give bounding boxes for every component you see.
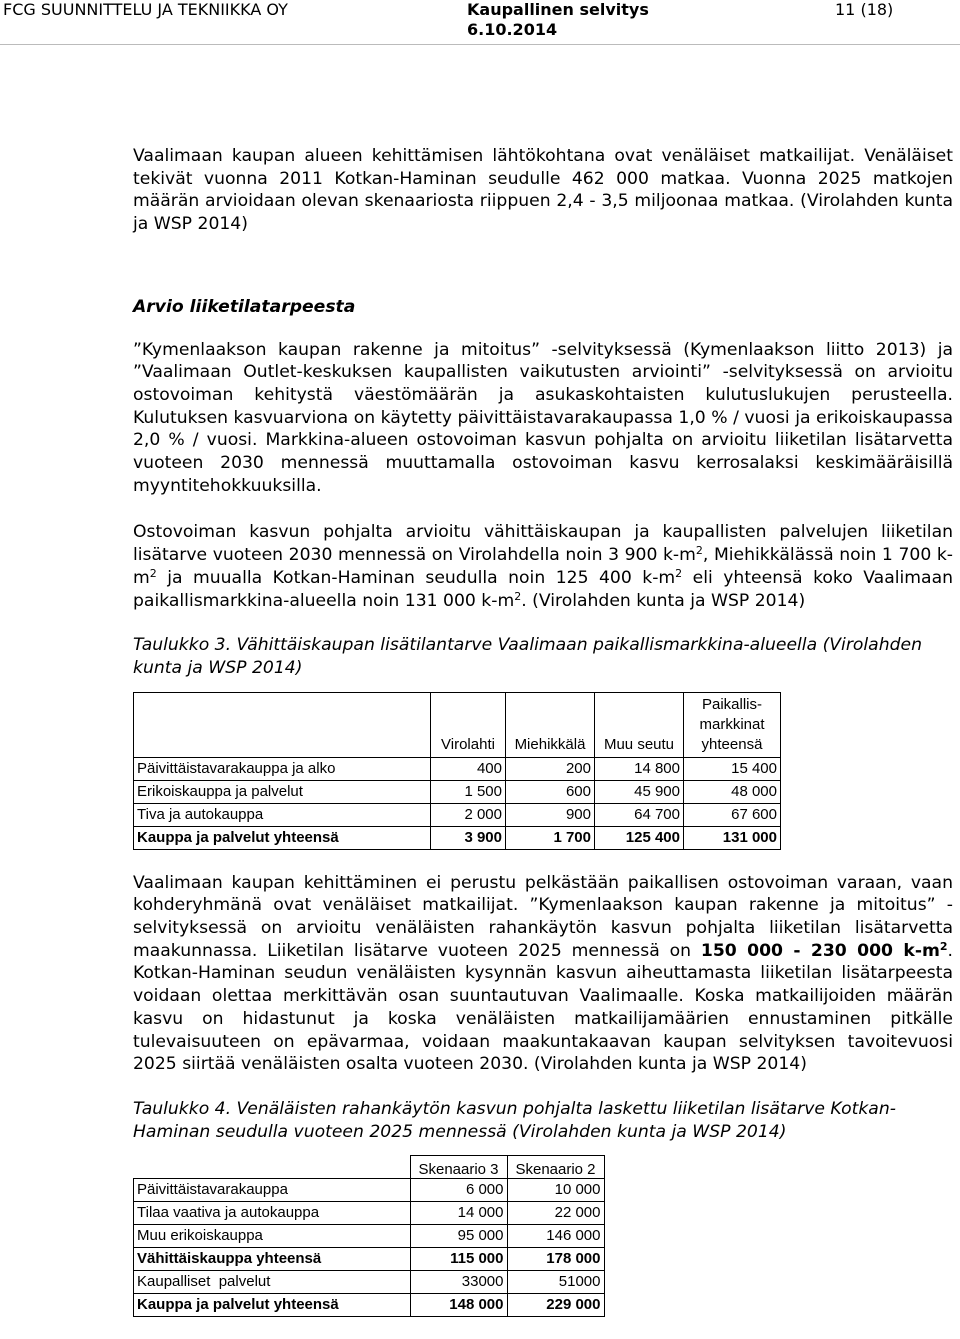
table-row: [134, 803, 781, 826]
row-label: Tilaa vaativa ja autokauppa: [134, 1201, 411, 1224]
table-cell: 115 000: [410, 1247, 507, 1270]
header-divider: [0, 44, 960, 45]
page-header: [0, 0, 960, 44]
header-organization: FCG SUUNNITTELU JA TEKNIIKKA OY: [3, 0, 288, 19]
row-label: Muu erikoiskauppa: [134, 1224, 411, 1247]
row-label: Vähittäiskauppa yhteensä: [134, 1247, 411, 1270]
row-label: Kauppa ja palvelut yhteensä: [134, 826, 431, 849]
row-label: Erikoiskauppa ja palvelut: [134, 780, 431, 803]
table-cell: 15 400: [684, 757, 781, 780]
table-cell: 95 000: [410, 1224, 507, 1247]
table-cell: 22 000: [507, 1201, 604, 1224]
table-row: [134, 1224, 605, 1247]
table-total-row: [134, 826, 781, 849]
table-cell: 131 000: [684, 826, 781, 849]
middle-paragraph: Vaalimaan kaupan kehittäminen ei perustu pelkästään paikallisen ostovoiman varaan, vaan kohderyhmänä ovat venäläiset matkailijat. ”Kymenlaakson kaupan rakenne ja mitoitus” -selvityksessä on arvioitu venäläisten rahankäytön kasvun pohjalta liiketilan lisätarvetta maakunnassa. Liiketilan lisätarve vuoteen 2025 mennessä on 150 000 - 230 000 $k-m^2$. Kotkan-Haminan seudun venäläisten kysynnän kasvun aiheuttamasta liiketilan lisätarpeesta voidaan olettaa merkittävän osan suuntautuvan Vaalimaalle. Koska matkailijoiden määrän kasvu on hidastunut ja koska venäläisten matkailijamäärien ennustaminen pitkälle tulevaisuuteen on epävarmaa, voidaan maakuntakaavan kaupan selvityksen tavoitevuosi 2025 siirtää venäläisten osalta vuoteen 2030. (Virolahden kunta ja WSP 2014): [133, 872, 953, 1075]
header-page-number: 11 (18): [835, 0, 894, 19]
section-paragraph-1: ”Kymenlaakson kaupan rakenne ja mitoitus” -selvityksessä (Kymenlaakson liitto 2013) ja ”Vaalimaan Outlet-keskuksen kaupallisten vaikutusten arviointi” -selvityksessä on arvioitu ostovoiman kehitystä väestömäärän ja asukaskohtaisten kulutuslukujen perusteella. Kulutuksen kasvuarviona on käytetty päivittäistavarakaupassa 1,0 % / vuosi ja erikoiskaupassa 2,0 % / vuosi. Markkina-alueen ostovoiman kasvun pohjalta on arvioitu liiketilan lisätarvetta vuoteen 2030 mennessä muuttamalla ostovoiman kasvu kerrosalaksi keskimääräisillä myyntitehokkuuksilla.: [133, 339, 953, 496]
table-cell: 1 700: [506, 826, 595, 849]
table-cell: 229 000: [507, 1293, 604, 1316]
table3-caption: Taulukko 3. Vähittäiskaupan lisätilantarve Vaalimaan paikallismarkkina-alueella (Virolahden kunta ja WSP 2014): [133, 635, 922, 678]
table-row: [134, 780, 781, 803]
row-label: Päivittäistavarakauppa ja alko: [134, 757, 431, 780]
table-cell: 2 000: [431, 803, 506, 826]
column-header: Skenaario 3: [410, 1156, 507, 1179]
table-cell: 48 000: [684, 780, 781, 803]
table-cell: 200: [506, 757, 595, 780]
table-cell: 51000: [507, 1270, 604, 1293]
table-cell: 125 400: [595, 826, 684, 849]
table-cell: 14 800: [595, 757, 684, 780]
highlighted-figure: 150 000 - 230 000 k-m: [700, 940, 940, 961]
column-header: Muu seutu: [595, 692, 684, 757]
row-label: Päivittäistavarakauppa: [134, 1178, 411, 1201]
table-row: [134, 1270, 605, 1293]
intro-paragraph: Vaalimaan kaupan alueen kehittämisen lähtökohtana ovat venäläiset matkailijat. Venäläiset tekivät vuonna 2011 Kotkan-Haminan seudulle 462 000 matkaa. Vuonna 2025 matkojen määrän arvioidaan olevan skenaariosta riippuen 2,4 - 3,5 miljoonaa matkaa. (Virolahden kunta ja WSP 2014): [133, 146, 953, 235]
table4: [133, 1155, 605, 1317]
table-row: [134, 1178, 605, 1201]
table-cell: 600: [506, 780, 595, 803]
table-cell: 6 000: [410, 1178, 507, 1201]
section-paragraph-2: Ostovoiman kasvun pohjalta arvioitu vähittäiskaupan ja kaupallisten palvelujen liiketilan lisätarve vuoteen 2030 mennessä on Virolahdella noin 3 900 $k-m^2$, Miehikkälässä noin 1 700 $k-m^2$ ja muualla Kotkan-Haminan seudulla noin 125 400 $k-m^2$ eli yhteensä koko Vaalimaan paikallismarkkina-alueella noin 131 000 $k-m^2$. (Virolahden kunta ja WSP 2014): [133, 522, 953, 611]
table-cell: 146 000: [507, 1224, 604, 1247]
table-subtotal-row: [134, 1247, 605, 1270]
table-header-corner: [134, 692, 431, 757]
table-cell: 148 000: [410, 1293, 507, 1316]
row-label: Tiva ja autokauppa: [134, 803, 431, 826]
row-label: Kauppa ja palvelut yhteensä: [134, 1293, 411, 1316]
table-cell: 1 500: [431, 780, 506, 803]
table-row: [134, 1201, 605, 1224]
column-header: Virolahti: [431, 692, 506, 757]
table-header-row: [134, 1156, 605, 1179]
row-label: Kaupalliset palvelut: [134, 1270, 411, 1293]
table4-caption: Taulukko 4. Venäläisten rahankäytön kasvun pohjalta laskettu liiketilan lisätarve Kotkan-Haminan seudulla vuoteen 2025 mennessä (Virolahden kunta ja WSP 2014): [133, 1098, 896, 1142]
table-cell: 45 900: [595, 780, 684, 803]
table-cell: 67 600: [684, 803, 781, 826]
table-row: [134, 757, 781, 780]
table-cell: 10 000: [507, 1178, 604, 1201]
column-header: Skenaario 2: [507, 1156, 604, 1179]
table-total-row: [134, 1293, 605, 1316]
table-header-row: [134, 692, 781, 757]
table-cell: 33000: [410, 1270, 507, 1293]
table-header-corner: [134, 1156, 411, 1179]
table-cell: 400: [431, 757, 506, 780]
header-date: 6.10.2014: [467, 20, 558, 39]
table-cell: 64 700: [595, 803, 684, 826]
column-header: Miehikkälä: [506, 692, 595, 757]
table-cell: 14 000: [410, 1201, 507, 1224]
table-cell: 3 900: [431, 826, 506, 849]
column-header-multiline: Paikallis- markkinat yhteensä: [684, 692, 781, 757]
document-body: [133, 145, 953, 1317]
table-cell: 178 000: [507, 1247, 604, 1270]
header-document-title: Kaupallinen selvitys: [467, 0, 649, 19]
section-heading: Arvio liiketilatarpeesta: [133, 296, 356, 317]
table-cell: 900: [506, 803, 595, 826]
table3: [133, 692, 781, 850]
